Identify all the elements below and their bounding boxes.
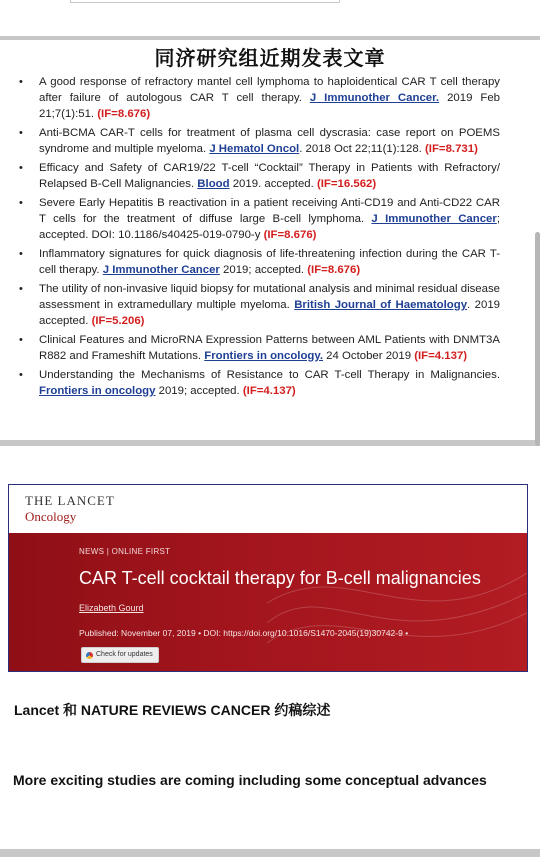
publication-text: The utility of non-invasive liquid biopsy for mutational analysis and minimal residual disease assessment in extramedullary multiple myeloma. bbox=[39, 283, 500, 311]
publication-text: Inflammatory signatures for quick diagnosis of life-threatening infection during the CAR T-cell therapy. bbox=[39, 248, 500, 276]
publication-item bbox=[39, 332, 500, 364]
publication-text: Anti-BCMA CAR-T cells for treatment of plasma cell dyscrasia: case report on POEMS syndrome and multiple myeloma. bbox=[39, 127, 500, 155]
lancet-panel bbox=[0, 446, 540, 849]
publications-title: 同济研究组近期发表文章 bbox=[154, 48, 386, 70]
lancet-header bbox=[9, 485, 527, 533]
impact-factor: (IF=4.137) bbox=[414, 350, 468, 362]
publication-item bbox=[39, 125, 500, 157]
impact-factor: (IF=8.676) bbox=[307, 264, 361, 276]
journal-link[interactable]: British Journal of Haematology bbox=[294, 299, 468, 311]
impact-factor: (IF=8.731) bbox=[425, 143, 478, 155]
review-invitation-text: Lancet 和 NATURE REVIEWS CANCER 约稿综述 bbox=[14, 702, 331, 718]
lancet-article-card bbox=[8, 484, 528, 672]
journal-link[interactable]: Frontiers in oncology bbox=[39, 385, 156, 397]
author-link[interactable]: Elizabeth Gourd bbox=[79, 603, 144, 613]
scrollbar-thumb[interactable] bbox=[535, 232, 540, 446]
banner-wave-pattern bbox=[267, 533, 527, 671]
impact-factor: (IF=8.676) bbox=[263, 229, 317, 241]
publication-list bbox=[0, 74, 540, 399]
publication-details: ; accepted. DOI: 10.1186/s40425-019-0790-y bbox=[39, 213, 500, 241]
impact-factor: (IF=5.206) bbox=[91, 315, 145, 327]
article-title[interactable]: CAR T-cell cocktail therapy for B-cell malignancies bbox=[79, 568, 481, 588]
publication-info: Published: November 07, 2019 • DOI: https://doi.org/10.1016/S1470-2045(19)30742-9 • bbox=[79, 628, 409, 638]
news-tag: NEWS | ONLINE FIRST bbox=[79, 547, 171, 556]
publications-panel bbox=[0, 40, 540, 440]
impact-factor: (IF=8.676) bbox=[97, 108, 151, 120]
impact-factor: (IF=4.137) bbox=[242, 385, 296, 397]
journal-link[interactable]: J Immunother Cancer bbox=[102, 264, 220, 276]
lancet-subbrand: Oncology bbox=[25, 509, 77, 524]
publication-details: 2019; accepted. bbox=[155, 385, 240, 397]
publication-text: Clinical Features and MicroRNA Expression Patterns between AML Patients with DNMT3A R882 and Frameshift Mutations. bbox=[39, 334, 500, 362]
publication-details: . 2019 accepted. bbox=[39, 299, 500, 327]
journal-link[interactable]: J Hematol Oncol bbox=[209, 143, 300, 155]
check-for-updates-label: Check for updates bbox=[96, 651, 153, 658]
journal-link[interactable]: Frontiers in oncology. bbox=[204, 350, 324, 362]
publication-item bbox=[39, 74, 500, 122]
more-studies-text: More exciting studies are coming including some conceptual advances bbox=[13, 772, 487, 788]
publication-details: 2019. accepted. bbox=[229, 178, 314, 190]
lancet-banner bbox=[9, 533, 527, 671]
journal-link[interactable]: J Immunother Cancer bbox=[371, 213, 497, 225]
publication-details: 2019; accepted. bbox=[219, 264, 305, 276]
publication-details: 24 October 2019 bbox=[323, 350, 412, 362]
journal-link[interactable]: J Immunother Cancer. bbox=[309, 92, 440, 104]
publication-details: 2019 Feb 21;7(1):51. bbox=[39, 92, 501, 120]
cropped-box bbox=[70, 0, 340, 3]
check-for-updates-button[interactable] bbox=[81, 647, 159, 663]
crossmark-icon bbox=[86, 652, 93, 659]
publication-text: Understanding the Mechanisms of Resistance to CAR T-cell Therapy in Malignancies. bbox=[39, 369, 500, 381]
impact-factor: (IF=16.562) bbox=[316, 178, 377, 190]
publication-details: . 2018 Oct 22;11(1):128. bbox=[299, 143, 422, 155]
publication-item bbox=[39, 281, 500, 329]
publication-text: A good response of refractory mantel cell lymphoma to haploidentical CAR T cell therapy after failure of autologous CAR T cell therapy. bbox=[39, 76, 500, 104]
publication-item bbox=[39, 367, 500, 399]
top-strip bbox=[0, 0, 540, 36]
lancet-logo: THE LANCET bbox=[25, 493, 115, 508]
publication-item bbox=[39, 160, 500, 192]
journal-link[interactable]: Blood bbox=[197, 178, 230, 190]
publication-item bbox=[39, 195, 500, 243]
publication-text: Efficacy and Safety of CAR19/22 T-cell “Cocktail” Therapy in Patients with Refractory/ Relapsed B-Cell Malignancies. bbox=[39, 162, 500, 190]
publication-item bbox=[39, 246, 500, 278]
publication-text: Severe Early Hepatitis B reactivation in a patient receiving Anti-CD19 and Anti-CD22 CAR T cells for the treatment of diffuse large B-cell lymphoma. bbox=[39, 197, 500, 225]
